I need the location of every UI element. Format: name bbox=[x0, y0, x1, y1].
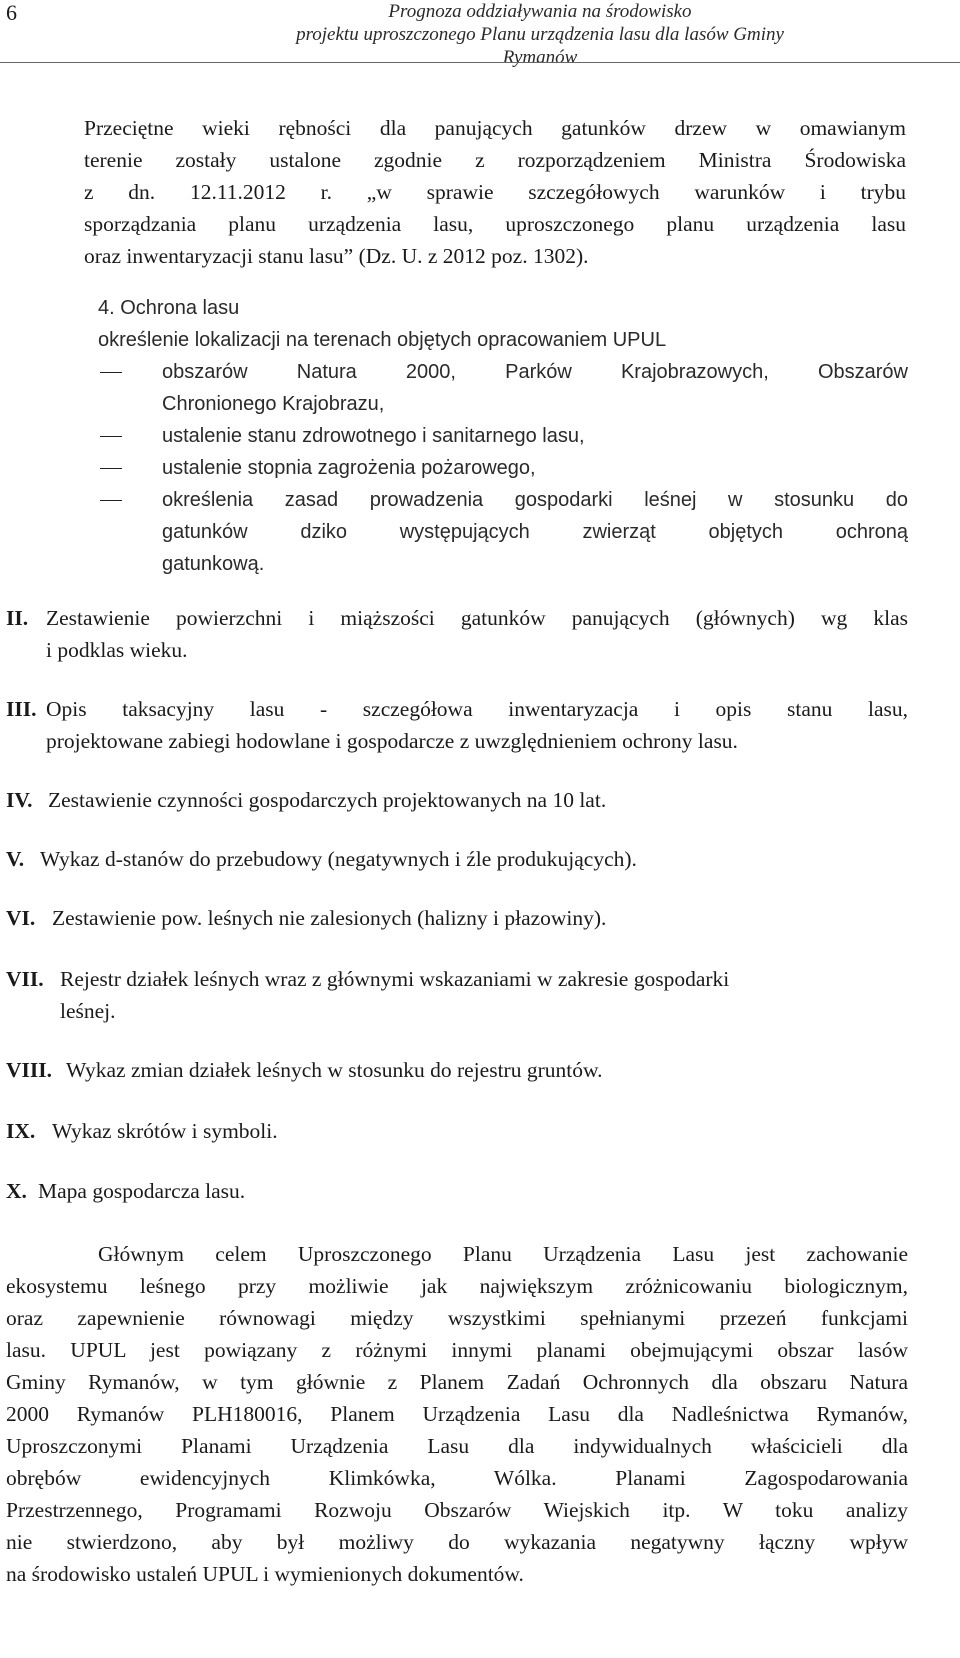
roman-numeral: II. bbox=[6, 606, 29, 630]
closing-line: Uproszczonymi Planami Urządzenia Lasu dla indywidualnych właścicieli dla bbox=[6, 1434, 908, 1458]
roman-item-text: Zestawienie czynności gospodarczych projektowanych na 10 lat. bbox=[48, 788, 607, 812]
intro-paragraph bbox=[84, 112, 906, 272]
closing-line: nie stwierdzono, aby był możliwy do wykazania negatywny łączny wpływ bbox=[6, 1530, 908, 1554]
list-item-line: Chronionego Krajobrazu, bbox=[162, 393, 385, 415]
list-item bbox=[162, 484, 908, 580]
roman-item-text: Mapa gospodarcza lasu. bbox=[38, 1179, 246, 1203]
header-title-line-2: projektu uproszczonego Planu urządzenia lasu dla lasów Gminy Rymanów bbox=[296, 24, 784, 68]
header-rule bbox=[0, 62, 960, 63]
roman-item bbox=[46, 602, 908, 666]
intro-line: z dn. 12.11.2012 r. „w sprawie szczegółowych warunków i trybu bbox=[84, 180, 906, 204]
closing-line: obrębów ewidencyjnych Klimkówka, Wólka. Planami Zagospodarowania bbox=[6, 1466, 908, 1490]
closing-line: oraz zapewnienie równowagi między wszystkimi spełnianymi przezeń funkcjami bbox=[6, 1306, 908, 1330]
roman-item-line: projektowane zabiegi hodowlane i gospodarcze z uwzględnieniem ochrony lasu. bbox=[46, 729, 738, 753]
closing-line: Gminy Rymanów, w tym głównie z Planem Zadań Ochronnych dla obszaru Natura bbox=[6, 1370, 908, 1394]
dash-bullet-icon bbox=[100, 468, 122, 469]
dash-bullet-icon bbox=[100, 436, 122, 437]
closing-line: Głównym celem Uproszczonego Planu Urządzenia Lasu jest zachowanie bbox=[98, 1242, 908, 1266]
roman-numeral: IX. bbox=[6, 1119, 36, 1143]
closing-line: 2000 Rymanów PLH180016, Planem Urządzenia Lasu dla Nadleśnictwa Rymanów, bbox=[6, 1402, 908, 1426]
intro-line: terenie zostały ustalone zgodnie z rozporządzeniem Ministra Środowiska bbox=[84, 148, 906, 172]
list-item-line: ustalenie stanu zdrowotnego i sanitarnego lasu, bbox=[162, 425, 585, 447]
list-item-line: gatunkową. bbox=[162, 553, 265, 575]
list-item-line: określenia zasad prowadzenia gospodarki leśnej w stosunku do bbox=[162, 489, 908, 511]
roman-numeral: VIII. bbox=[6, 1058, 53, 1082]
roman-item-line: Rejestr działek leśnych wraz z głównymi wskazaniami w zakresie gospodarki bbox=[60, 967, 730, 991]
roman-item-line: leśnej. bbox=[60, 999, 116, 1023]
dash-bullet-icon bbox=[100, 372, 122, 373]
roman-numeral: IV. bbox=[6, 788, 33, 812]
roman-numeral: V. bbox=[6, 847, 25, 871]
roman-item bbox=[46, 693, 908, 757]
dash-bullet-icon bbox=[100, 500, 122, 501]
intro-line: oraz inwentaryzacji stanu lasu” (Dz. U. z 2012 poz. 1302). bbox=[84, 244, 589, 268]
intro-line: sporządzania planu urządzenia lasu, uproszczonego planu urządzenia lasu bbox=[84, 212, 906, 236]
roman-item-text: Wykaz skrótów i symboli. bbox=[52, 1119, 278, 1143]
roman-item-line: Zestawienie powierzchni i miąższości gatunków panujących (głównych) wg klas bbox=[46, 606, 908, 630]
roman-numeral: VI. bbox=[6, 906, 36, 930]
list-item bbox=[162, 452, 908, 484]
roman-item bbox=[60, 963, 908, 1027]
section-subheading: określenie lokalizacji na terenach objętych opracowaniem UPUL bbox=[98, 329, 667, 351]
roman-item-line: i podklas wieku. bbox=[46, 638, 188, 662]
roman-numeral: III. bbox=[6, 697, 37, 721]
header-title-line-1: Prognoza oddziaływania na środowisko bbox=[388, 1, 692, 22]
closing-line: lasu. UPUL jest powiązany z różnymi innymi planami obejmującymi obszar lasów bbox=[6, 1338, 908, 1362]
roman-item-text: Wykaz zmian działek leśnych w stosunku do rejestru gruntów. bbox=[66, 1058, 603, 1082]
list-item bbox=[162, 420, 908, 452]
intro-line: Przeciętne wieki rębności dla panujących gatunków drzew w omawianym bbox=[84, 116, 906, 140]
closing-line: na środowisko ustaleń UPUL i wymienionych dokumentów. bbox=[6, 1562, 524, 1586]
list-item-line: gatunków dziko występujących zwierząt objętych ochroną bbox=[162, 521, 908, 543]
running-header bbox=[280, 0, 800, 69]
section-heading: 4. Ochrona lasu bbox=[98, 297, 240, 319]
roman-item-text: Wykaz d-stanów do przebudowy (negatywnych i źle produkujących). bbox=[40, 847, 637, 871]
section-4 bbox=[98, 292, 908, 356]
closing-line: ekosystemu leśnego przy możliwie jak największym zróżnicowaniu biologicznym, bbox=[6, 1274, 908, 1298]
list-item bbox=[162, 356, 908, 420]
roman-item-text: Zestawienie pow. leśnych nie zalesionych (halizny i płazowiny). bbox=[52, 906, 607, 930]
list-item-line: obszarów Natura 2000, Parków Krajobrazowych, Obszarów bbox=[162, 361, 908, 383]
list-item-line: ustalenie stopnia zagrożenia pożarowego, bbox=[162, 457, 536, 479]
roman-item-line: Opis taksacyjny lasu - szczegółowa inwentaryzacja i opis stanu lasu, bbox=[46, 697, 908, 721]
closing-paragraph bbox=[6, 1238, 908, 1590]
roman-numeral: X. bbox=[6, 1179, 27, 1203]
roman-numeral: VII. bbox=[6, 967, 44, 991]
closing-line: Przestrzennego, Programami Rozwoju Obszarów Wiejskich itp. W toku analizy bbox=[6, 1498, 908, 1522]
page-number: 6 bbox=[6, 0, 17, 25]
